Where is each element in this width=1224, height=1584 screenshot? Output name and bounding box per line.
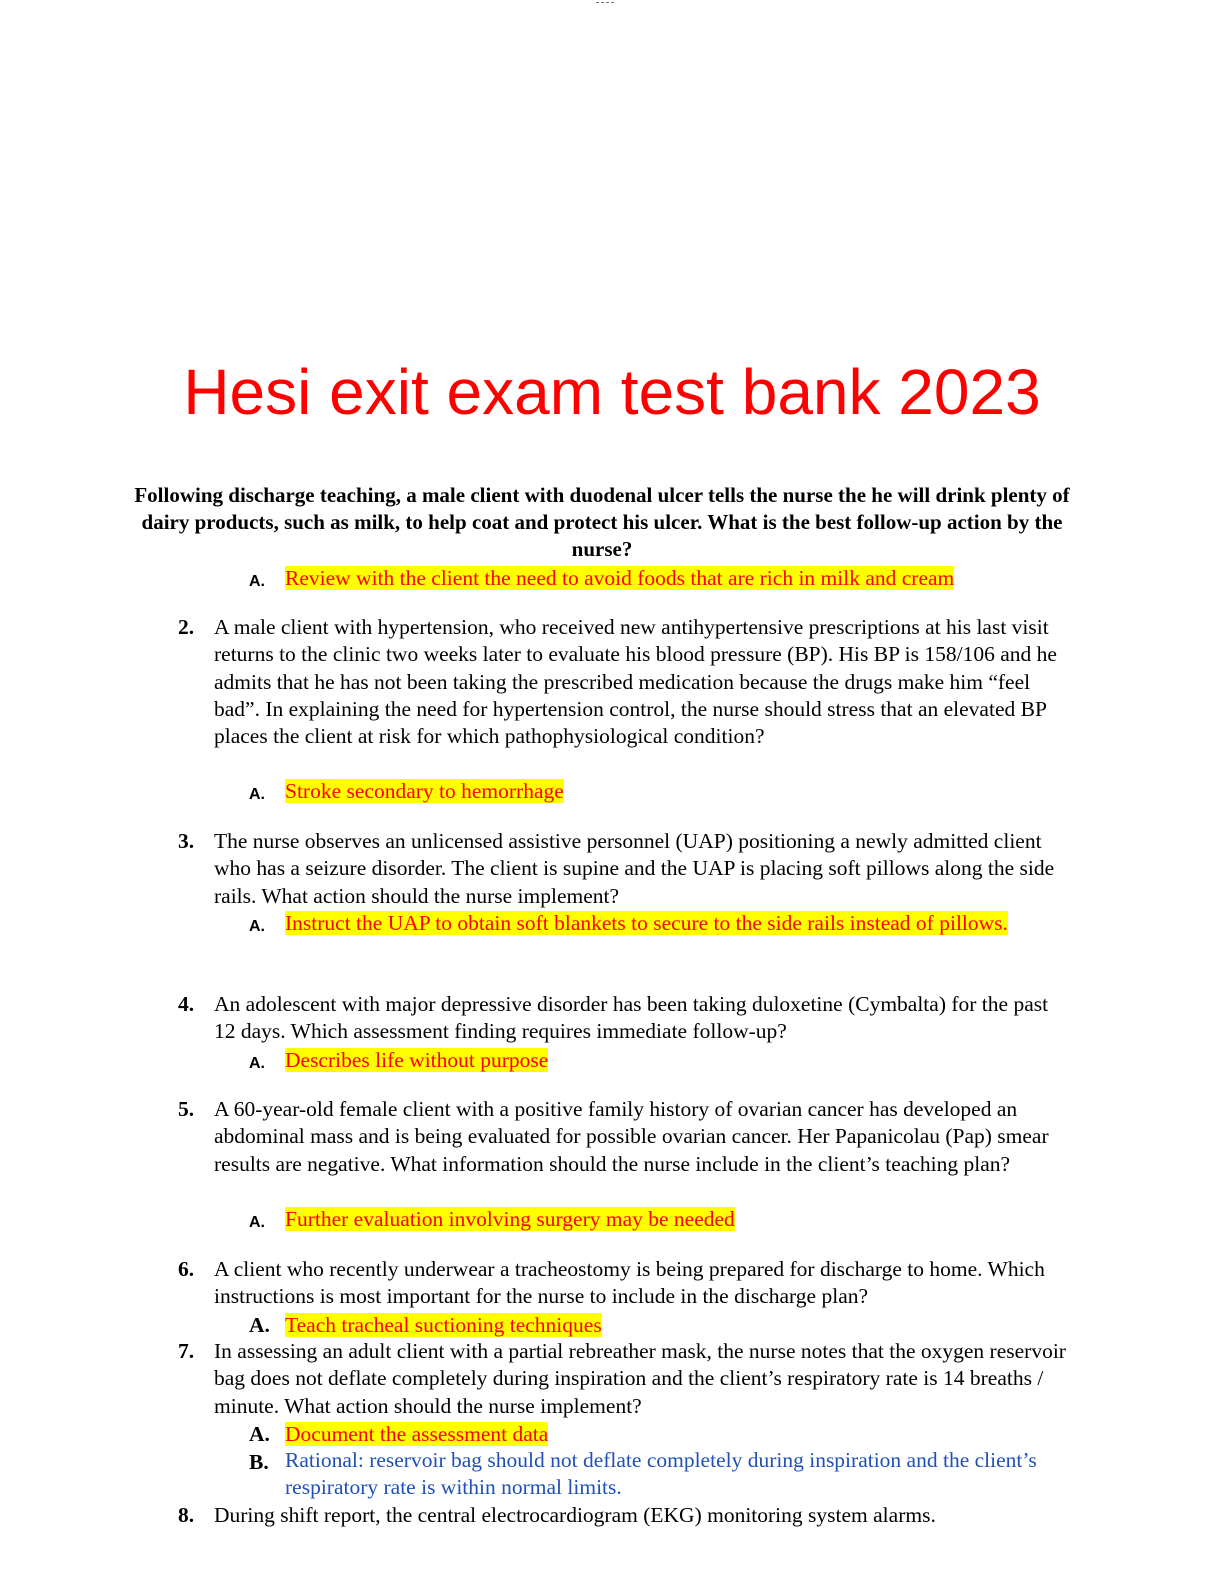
question-stem: During shift report, the central electrocardiogram (EKG) monitoring system alarms. — [214, 1503, 936, 1527]
answer-text: Further evaluation involving surgery may be needed — [285, 1207, 735, 1231]
question-stem: The nurse observes an unlicensed assistive personnel (UAP) positioning a newly admitted client who has a seizure disorder. The client is supine and the UAP is placing soft pillows along the side rails. What action should the nurse implement? — [214, 829, 1055, 908]
document-title: Hesi exit exam test bank 2023 — [183, 356, 1041, 428]
question-number: 3. — [178, 829, 195, 853]
answer-letter: A. — [249, 918, 265, 935]
answer-letter: A. — [249, 1313, 270, 1337]
question-stem: A client who recently underwear a tracheostomy is being prepared for discharge to home. Which instructions is most important for the nurse to include in the discharge plan? — [214, 1257, 1045, 1309]
answer-letter: A. — [249, 1055, 265, 1072]
answer-text: Document the assessment data — [285, 1422, 549, 1446]
question-number: 4. — [178, 992, 195, 1016]
question-stem: An adolescent with major depressive disorder has been taking duloxetine (Cymbalta) for the past 12 days. Which assessment finding requires immediate follow-up? — [214, 992, 1049, 1044]
question-number: 6. — [178, 1257, 195, 1281]
answer-letter: A. — [249, 786, 265, 803]
question-1-stem: Following discharge teaching, a male client with duodenal ulcer tells the nurse the he will drink plenty of dairy products, such as milk, to help coat and protect his ulcer. What is the best follow-up action by the nurse? — [134, 483, 1070, 561]
question-stem: In assessing an adult client with a partial rebreather mask, the nurse notes that the oxygen reservoir bag does not deflate completely during inspiration and the client’s respiratory rate is 14 breaths / minute. What action should the nurse implement? — [214, 1339, 1066, 1418]
answer-text: Instruct the UAP to obtain soft blankets to secure to the side rails instead of pillows. — [285, 911, 1008, 935]
answer-text: Teach tracheal suctioning techniques — [285, 1313, 602, 1337]
question-number: 7. — [178, 1339, 195, 1363]
question-stem: A 60-year-old female client with a positive family history of ovarian cancer has developed an abdominal mass and is being evaluated for possible ovarian cancer. Her Papanicolau (Pap) smear results are negative. What information should the nurse include in the client’s teaching plan? — [214, 1097, 1049, 1176]
header-mark — [596, 0, 614, 4]
answer-letter: A. — [249, 573, 265, 590]
answer-text: Describes life without purpose — [285, 1048, 549, 1072]
answer-text: Stroke secondary to hemorrhage — [285, 779, 564, 803]
answer-text: Review with the client the need to avoid foods that are rich in milk and cream — [285, 566, 955, 590]
answer-letter: A. — [249, 1214, 265, 1231]
answer-letter: A. — [249, 1422, 270, 1446]
question-number: 2. — [178, 615, 195, 639]
question-number: 5. — [178, 1097, 195, 1121]
question-number: 8. — [178, 1503, 195, 1527]
question-stem: A male client with hypertension, who received new antihypertensive prescriptions at his last visit returns to the clinic two weeks later to evaluate his blood pressure (BP). His BP is 158/106 and he admits that he has not been taking the prescribed medication because the drugs make him “feel bad”. In explaining the need for hypertension control, the nurse should stress that an elevated BP places the client at risk for which pathophysiological condition? — [214, 615, 1057, 749]
rational-text: Rational: reservoir bag should not deflate completely during inspiration and the client’s respiratory rate is within normal limits. — [285, 1448, 1037, 1500]
answer-letter: B. — [249, 1450, 269, 1474]
